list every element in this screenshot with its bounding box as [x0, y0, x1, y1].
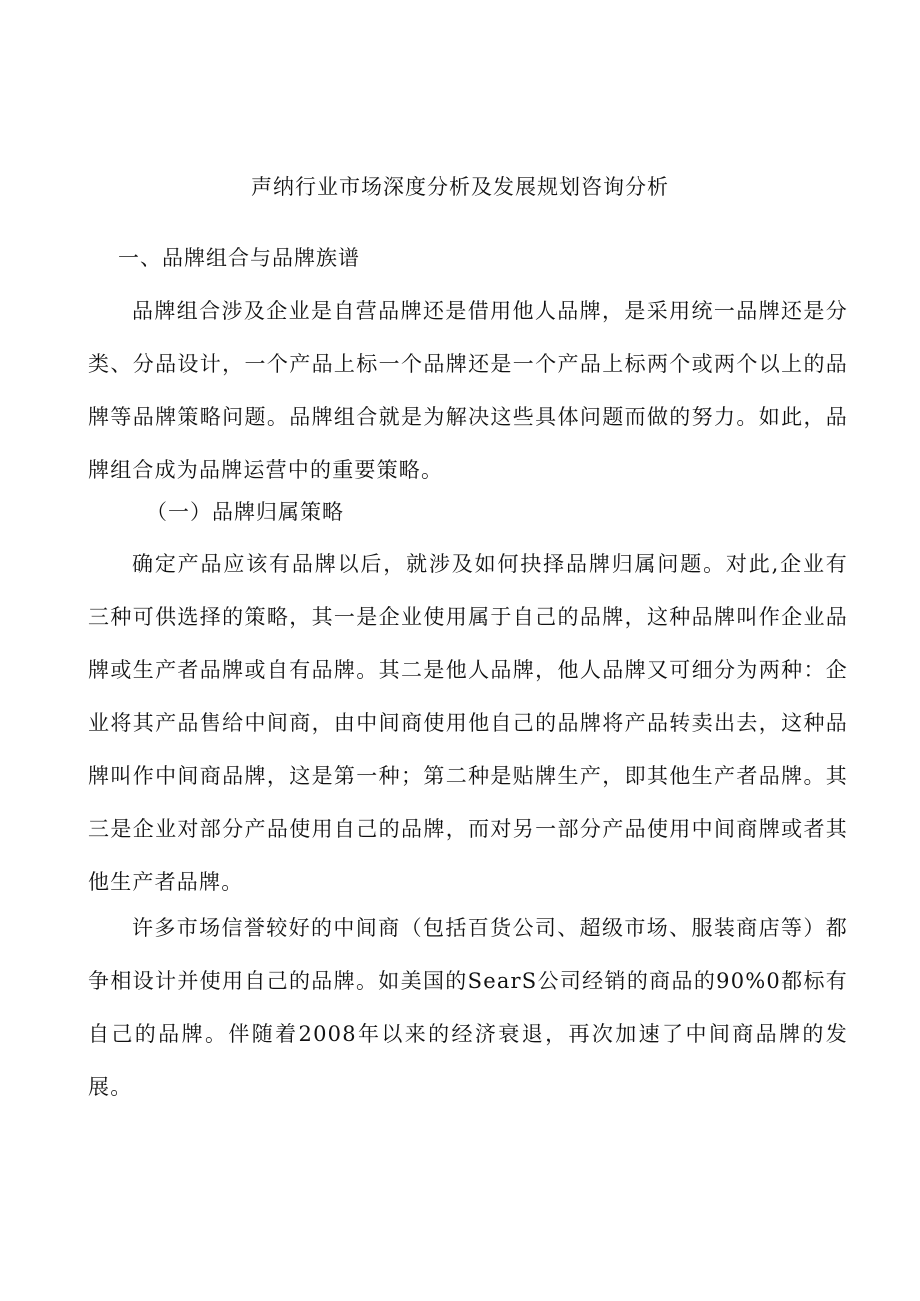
subsection-heading-brand-ownership: （一）品牌归属策略: [146, 500, 344, 524]
document-title: 声纳行业市场深度分析及发展规划咨询分析: [251, 175, 669, 199]
section-heading-brand-portfolio: 一、品牌组合与品牌族谱: [118, 246, 360, 270]
paragraph-brand-ownership-strategies: 确定产品应该有品牌以后，就涉及如何抉择品牌归属问题。对此,企业有三种可供选择的策略，其一是企业使用属于自己的品牌，这种品牌叫作企业品牌或生产者品牌或自有品牌。其二是他人品牌，他人品牌又可细分为两种：企业将其产品售给中间商，由中间商使用他自己的品牌将产品转卖出去，这种品牌叫作中间商品牌，这是第一种；第二种是贴牌生产，即其他生产者品牌。其三是企业对部分产品使用自己的品牌，而对另一部分产品使用中间商牌或者其他生产者品牌。: [88, 552, 848, 894]
paragraph-brand-portfolio: 品牌组合涉及企业是自营品牌还是借用他人品牌，是采用统一品牌还是分类、分品设计，一个产品上标一个品牌还是一个产品上标两个或两个以上的品牌等品牌策略问题。品牌组合就是为解决这些具体问题而做的努力。如此，品牌组合成为品牌运营中的重要策略。: [88, 299, 848, 482]
paragraph-intermediary-brands: 许多市场信誉较好的中间商（包括百货公司、超级市场、服装商店等）都争相设计并使用自己的品牌。如美国的SearS公司经销的商品的90%0都标有自己的品牌。伴随着2008年以来的经济衰退，再次加速了中间商品牌的发展。: [88, 916, 848, 1099]
